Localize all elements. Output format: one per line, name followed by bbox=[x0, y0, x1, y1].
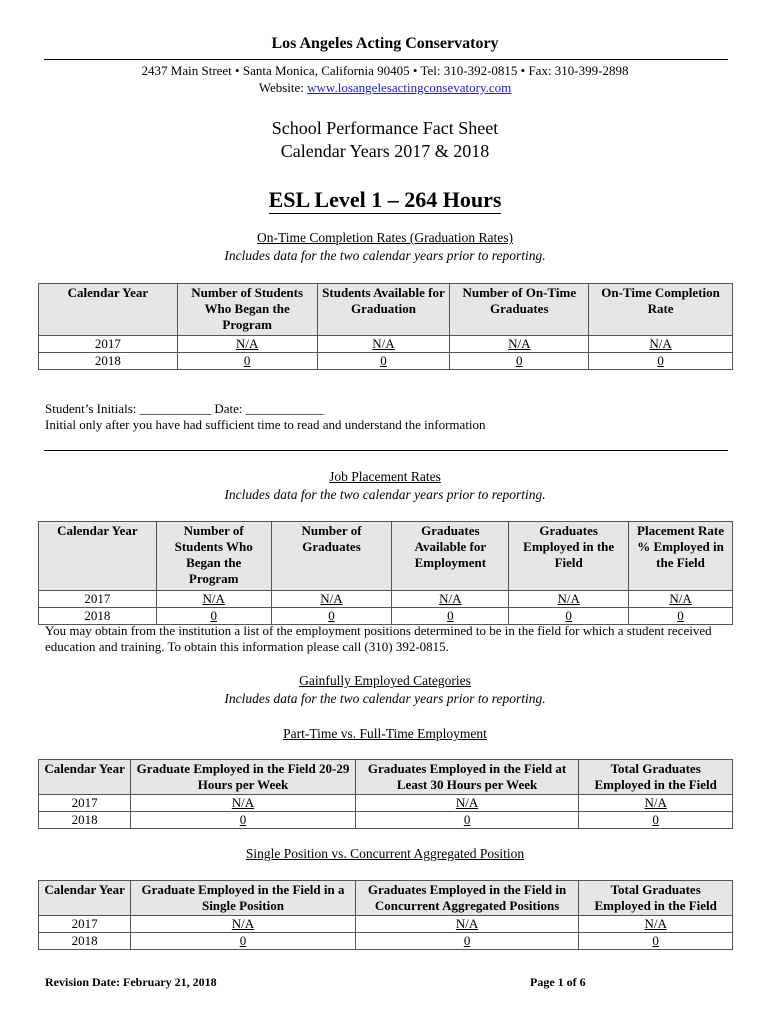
column-header: Graduate Employed in the Field 20-29 Hours per Week bbox=[131, 760, 356, 795]
table-cell bbox=[355, 933, 579, 950]
cell-value: 0 bbox=[463, 812, 471, 827]
cell-value: 0 bbox=[447, 608, 454, 623]
table-cell: 2017 bbox=[39, 336, 178, 353]
table-cell bbox=[131, 916, 356, 933]
cell-value: N/A bbox=[455, 795, 479, 810]
cell-value: 0 bbox=[328, 608, 335, 623]
page-number: Page 1 of 6 bbox=[530, 975, 586, 989]
column-header: Calendar Year bbox=[39, 881, 131, 916]
completion-heading: On-Time Completion Rates (Graduation Rates) bbox=[257, 230, 513, 245]
cell-value: N/A bbox=[649, 336, 672, 351]
cell-value: 0 bbox=[657, 353, 664, 368]
document-title-line1: School Performance Fact Sheet bbox=[271, 118, 499, 138]
parttime-section-heading bbox=[0, 725, 770, 743]
document-title bbox=[0, 117, 770, 163]
placement-heading: Job Placement Rates bbox=[329, 469, 441, 484]
table-cell: 2018 bbox=[39, 812, 131, 829]
document-title-line2: Calendar Years 2017 & 2018 bbox=[280, 141, 490, 161]
website-label: Website: bbox=[258, 80, 308, 95]
cell-value: N/A bbox=[235, 336, 259, 351]
table-cell bbox=[355, 795, 579, 812]
student-initials-block bbox=[45, 401, 486, 433]
table-cell: 2017 bbox=[39, 795, 131, 812]
table-header-row bbox=[39, 284, 733, 336]
parttime-table bbox=[38, 759, 733, 829]
table-cell bbox=[589, 353, 733, 370]
cell-value: 0 bbox=[652, 812, 659, 827]
table-row bbox=[39, 795, 733, 812]
table-cell bbox=[156, 591, 271, 608]
cell-value: 0 bbox=[463, 933, 471, 948]
revision-date: Revision Date: February 21, 2018 bbox=[45, 975, 217, 989]
table-cell bbox=[509, 591, 629, 608]
table-cell: 2018 bbox=[39, 353, 178, 370]
placement-subheading: Includes data for the two calendar years prior to reporting. bbox=[224, 487, 546, 502]
table-row bbox=[39, 591, 733, 608]
table-row bbox=[39, 608, 733, 625]
single-heading: Single Position vs. Concurrent Aggregated Position bbox=[245, 846, 525, 861]
cell-value: N/A bbox=[320, 591, 343, 606]
cell-value: N/A bbox=[644, 916, 667, 931]
gainful-heading: Gainfully Employed Categories bbox=[299, 673, 471, 688]
cell-value: N/A bbox=[372, 336, 395, 351]
column-header: Graduates Employed in the Field at Least 30 Hours per Week bbox=[355, 760, 579, 795]
header-divider bbox=[44, 59, 728, 60]
cell-value: 0 bbox=[210, 608, 217, 623]
column-header: Placement Rate % Employed in the Field bbox=[629, 522, 733, 591]
cell-value: 0 bbox=[239, 812, 247, 827]
table-cell bbox=[509, 608, 629, 625]
cell-value: N/A bbox=[669, 591, 692, 606]
column-header: Total Graduates Employed in the Field bbox=[579, 881, 733, 916]
initials-date-line[interactable]: Student’s Initials: ___________ Date: ____________ bbox=[45, 401, 324, 416]
table-cell bbox=[579, 795, 733, 812]
column-header: Total Graduates Employed in the Field bbox=[579, 760, 733, 795]
table-cell bbox=[156, 608, 271, 625]
table-cell bbox=[589, 336, 733, 353]
table-cell bbox=[131, 795, 356, 812]
cell-value: N/A bbox=[644, 795, 667, 810]
column-header: Calendar Year bbox=[39, 522, 157, 591]
single-table bbox=[38, 880, 733, 950]
parttime-heading: Part-Time vs. Full-Time Employment bbox=[283, 726, 487, 741]
table-cell bbox=[131, 933, 356, 950]
table-cell bbox=[579, 916, 733, 933]
table-cell bbox=[317, 336, 450, 353]
table-cell bbox=[450, 336, 589, 353]
initials-instruction: Initial only after you have had sufficient time to read and understand the information bbox=[45, 417, 486, 432]
cell-value: 0 bbox=[677, 608, 684, 623]
table-cell bbox=[392, 591, 509, 608]
table-row bbox=[39, 933, 733, 950]
table-cell bbox=[629, 591, 733, 608]
table-cell bbox=[392, 608, 509, 625]
cell-value: N/A bbox=[557, 591, 580, 606]
column-header: Calendar Year bbox=[39, 760, 131, 795]
table-row bbox=[39, 812, 733, 829]
cell-value: 0 bbox=[380, 353, 387, 368]
website-link[interactable]: www.losangelesactingconsevatory.com bbox=[307, 80, 512, 95]
table-cell bbox=[450, 353, 589, 370]
cell-value: 0 bbox=[516, 353, 523, 368]
table-header-row bbox=[39, 522, 733, 591]
placement-table bbox=[38, 521, 733, 625]
column-header: Graduate Employed in the Field in a Single Position bbox=[131, 881, 356, 916]
section-divider bbox=[44, 450, 728, 451]
column-header: On-Time Completion Rate bbox=[589, 284, 733, 336]
table-cell bbox=[131, 812, 356, 829]
completion-table bbox=[38, 283, 733, 370]
table-row bbox=[39, 336, 733, 353]
cell-value: 0 bbox=[565, 608, 572, 623]
placement-note: You may obtain from the institution a list of the employment positions determined to be in the field for which a student received education and training. To obtain this information please call (310) 392-0815. bbox=[45, 623, 712, 654]
table-cell bbox=[579, 933, 733, 950]
org-contact bbox=[0, 62, 770, 96]
table-cell: 2017 bbox=[39, 916, 131, 933]
placement-section-heading bbox=[0, 468, 770, 504]
table-cell bbox=[355, 812, 579, 829]
column-header: Number of On-Time Graduates bbox=[450, 284, 589, 336]
table-cell bbox=[271, 608, 392, 625]
gainful-section-heading bbox=[0, 672, 770, 708]
table-cell bbox=[271, 591, 392, 608]
column-header: Graduates Available for Employment bbox=[392, 522, 509, 591]
cell-value: N/A bbox=[231, 795, 255, 810]
cell-value: 0 bbox=[652, 933, 659, 948]
table-header-row bbox=[39, 760, 733, 795]
table-cell: 2018 bbox=[39, 933, 131, 950]
org-address: 2437 Main Street • Santa Monica, California 90405 • Tel: 310-392-0815 • Fax: 310-399-2898 bbox=[141, 63, 629, 78]
column-header: Number of Students Who Began the Program bbox=[156, 522, 271, 591]
program-title-text: ESL Level 1 – 264 Hours bbox=[268, 187, 502, 212]
column-header: Number of Students Who Began the Program bbox=[177, 284, 317, 336]
table-cell bbox=[177, 336, 317, 353]
completion-section-heading bbox=[0, 229, 770, 265]
cell-value: N/A bbox=[202, 591, 225, 606]
table-row bbox=[39, 916, 733, 933]
org-website-line bbox=[0, 79, 770, 96]
column-header: Calendar Year bbox=[39, 284, 178, 336]
cell-value: 0 bbox=[243, 353, 251, 368]
gainful-subheading: Includes data for the two calendar years prior to reporting. bbox=[224, 691, 546, 706]
cell-value: N/A bbox=[508, 336, 531, 351]
column-header: Graduates Employed in the Field bbox=[509, 522, 629, 591]
column-header: Number of Graduates bbox=[271, 522, 392, 591]
column-header: Graduates Employed in the Field in Concurrent Aggregated Positions bbox=[355, 881, 579, 916]
cell-value: 0 bbox=[239, 933, 247, 948]
table-header-row bbox=[39, 881, 733, 916]
table-cell bbox=[579, 812, 733, 829]
org-name: Los Angeles Acting Conservatory bbox=[271, 35, 499, 52]
table-cell: 2017 bbox=[39, 591, 157, 608]
table-row bbox=[39, 353, 733, 370]
cell-value: N/A bbox=[231, 916, 255, 931]
table-cell bbox=[629, 608, 733, 625]
table-cell bbox=[177, 353, 317, 370]
cell-value: N/A bbox=[455, 916, 479, 931]
table-cell bbox=[317, 353, 450, 370]
completion-subheading: Includes data for the two calendar years prior to reporting. bbox=[224, 248, 546, 263]
cell-value: N/A bbox=[439, 591, 462, 606]
table-cell bbox=[355, 916, 579, 933]
single-section-heading bbox=[0, 845, 770, 863]
program-title bbox=[0, 187, 770, 213]
column-header: Students Available for Graduation bbox=[317, 284, 450, 336]
table-cell: 2018 bbox=[39, 608, 157, 625]
